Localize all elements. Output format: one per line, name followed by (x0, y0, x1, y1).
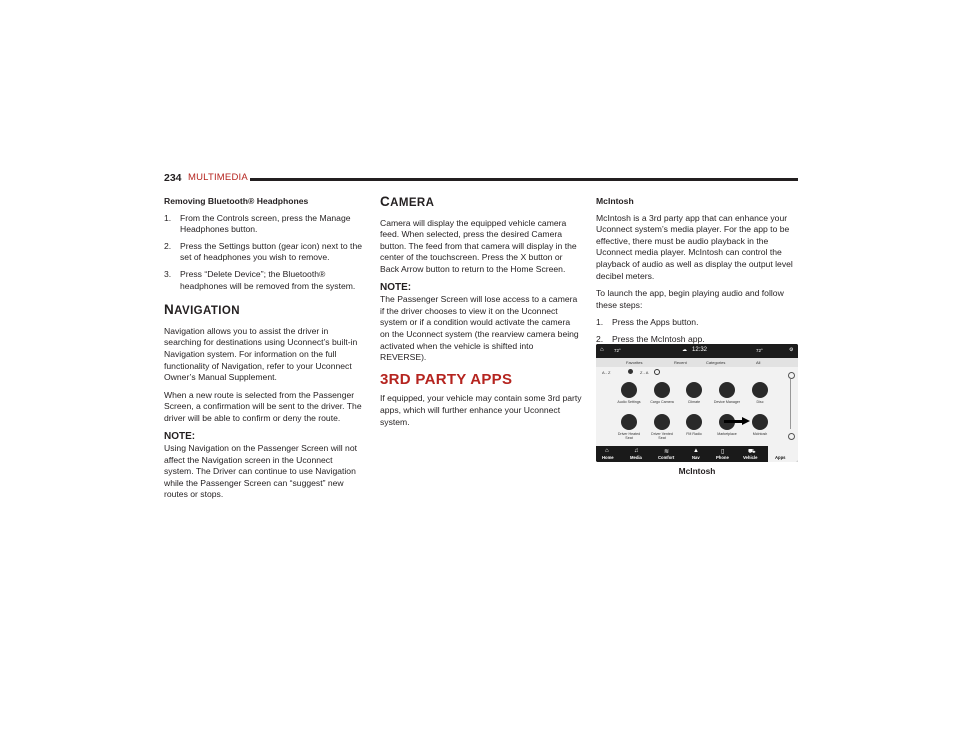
disc-icon[interactable] (752, 382, 768, 398)
app-label: Disc (756, 400, 764, 404)
weather-icon: ☁ (682, 347, 687, 353)
app-label: Cargo Camera (650, 400, 674, 404)
list-item (164, 269, 364, 292)
apps-body (596, 358, 798, 446)
navigation-paragraph-1: Navigation allows you to assist the driver in searching for destinations using Uconnect’s built-in Navigation system. For information on the full functionality of Navigation, refer to your Uconnect Owner’s Manual Supplement. (164, 325, 358, 383)
header-rule (250, 178, 798, 181)
column-2 (380, 196, 582, 434)
step-text: From the Controls screen, press the Manage Headphones button. (180, 212, 351, 235)
heading-initial: N (164, 302, 175, 318)
tab-categories[interactable]: Categories (706, 360, 726, 365)
column-3 (596, 196, 798, 352)
sort-za[interactable]: Z - A (640, 370, 649, 375)
subheading-remove-headphones: Removing Bluetooth® Headphones (164, 196, 309, 206)
climate-icon[interactable] (686, 382, 702, 398)
step-number: 1. (596, 317, 604, 328)
step-text: Press the Apps button. (612, 317, 699, 328)
app-label: Device Manager (713, 400, 741, 404)
heading-3rd-party-apps: 3RD PARTY APPS (380, 370, 513, 388)
mcintosh-paragraph-1: McIntosh is a 3rd party app that can enhance your Uconnect system’s media player. For the app to be effective, there must be audio playback in the Uconnect media player. McIntosh can control the playback of audio as well as display the output level decibel meters. (596, 212, 793, 281)
mcintosh-paragraph-2: To launch the app, begin playing audio and follow these steps: (596, 288, 784, 310)
apps-tab-selected[interactable] (768, 446, 798, 462)
home-nav-icon: ⌂ (605, 448, 609, 454)
temp-right: 72° (756, 348, 763, 353)
step-number: 2. (164, 240, 172, 251)
bottom-nav-bar (596, 446, 798, 462)
radio-selected-icon[interactable] (628, 369, 633, 374)
step-number: 2. (596, 333, 604, 344)
app-label: Climate (687, 400, 701, 404)
phone-nav-icon: ▯ (721, 449, 725, 455)
step-text: Press the Settings button (gear icon) next to the set of headphones you wish to remove. (180, 240, 363, 263)
fm-radio-icon[interactable] (686, 414, 702, 430)
nav-home[interactable]: Home (602, 455, 614, 460)
tab-bar (596, 358, 798, 367)
navigation-paragraph-2: When a new route is selected from the Passenger Screen, a confirmation will be sent to the driver. The driver will be able to confirm or deny the route. (164, 389, 362, 423)
comfort-nav-icon: ≋ (664, 449, 670, 455)
nav-phone[interactable]: Phone (716, 455, 729, 460)
vehicle-nav-icon: ⛟ (748, 449, 756, 455)
note-text: The Passenger Screen will lose access to a camera if the driver chooses to view it on the Uconnect system or if a condition would activate the camera on the Uconnect system (the rearview camera being activated when the vehicle is shifted into REVERSE). (380, 294, 579, 363)
subheading-mcintosh: McIntosh (596, 196, 634, 206)
apps-paragraph: If equipped, your vehicle may contain some 3rd party apps, which will further enhance your Uconnect system. (380, 393, 582, 427)
app-label: Driver Heated Seat (617, 432, 641, 440)
scrollbar[interactable] (790, 379, 791, 429)
sort-az[interactable]: A - Z (602, 370, 611, 375)
nav-apps[interactable]: Apps (775, 455, 786, 460)
nav-arrow-icon: ▲ (693, 448, 699, 454)
list-item (596, 317, 798, 329)
step-text: Press “Delete Device”; the Bluetooth® headphones will be removed from the system. (180, 268, 356, 291)
status-bar (596, 344, 798, 358)
page-header (164, 172, 798, 186)
note-label: NOTE: (380, 281, 412, 293)
media-nav-icon: ♫ (634, 448, 639, 454)
tab-favorites[interactable]: Favorites (626, 360, 643, 365)
audio-settings-icon[interactable] (621, 382, 637, 398)
figure-caption: McIntosh (678, 466, 716, 476)
app-label: Marketplace (717, 432, 737, 436)
callout-arrow-head (742, 417, 750, 425)
step-number: 3. (164, 268, 172, 279)
section-title: MULTIMEDIA (188, 172, 248, 183)
nav-media[interactable]: Media (630, 455, 642, 460)
heading-rest: AVIGATION (174, 305, 240, 318)
apps-screen-illustration (596, 344, 798, 462)
radio-empty-icon[interactable] (654, 369, 660, 375)
clock-time: 12:32 (692, 347, 708, 353)
driver-heated-seat-icon[interactable] (621, 414, 637, 430)
cargo-camera-icon[interactable] (654, 382, 670, 398)
settings-icon: ⚙ (789, 347, 794, 353)
scroll-up-icon[interactable] (788, 372, 795, 379)
heading-navigation (164, 304, 364, 318)
page-number: 234 (164, 172, 182, 184)
temp-left: 72° (614, 348, 621, 353)
list-item (164, 241, 364, 264)
app-label: Audio Settings (617, 400, 641, 404)
driver-vented-seat-icon[interactable] (654, 414, 670, 430)
heading-initial: C (380, 194, 391, 209)
heading-rest: AMERA (390, 197, 435, 209)
tab-all[interactable]: All (756, 360, 761, 365)
scroll-down-icon[interactable] (788, 433, 795, 440)
app-label: Driver Vented Seat (651, 432, 673, 440)
heading-camera (380, 196, 582, 210)
tab-recent[interactable]: Recent (674, 360, 687, 365)
nav-vehicle[interactable]: Vehicle (743, 455, 758, 460)
device-manager-icon[interactable] (719, 382, 735, 398)
note-label: NOTE: (164, 430, 196, 442)
app-label: McIntosh (752, 432, 768, 436)
note-text: Using Navigation on the Passenger Screen will not affect the Navigation screen in the Uconnect system. The Driver can continue to use Navigation while the Passenger Screen can “suggest” new routes or stops. (164, 443, 357, 500)
step-text: Press the McIntosh app. (612, 333, 705, 344)
remove-steps (164, 213, 364, 293)
callout-arrow-shaft (724, 420, 744, 423)
list-item (164, 213, 364, 236)
mcintosh-steps (596, 317, 798, 345)
nav-nav[interactable]: Nav (692, 455, 700, 460)
camera-paragraph: Camera will display the equipped vehicle camera feed. When selected, press the desired Camera button. The feed from that camera will display in the center of the touchscreen. Press the X button or Back Arrow button to return to the Home Screen. (380, 217, 577, 274)
nav-comfort[interactable]: Comfort (658, 455, 675, 460)
home-icon: ⌂ (600, 347, 604, 353)
step-number: 1. (164, 212, 172, 223)
mcintosh-icon[interactable] (752, 414, 768, 430)
app-label: FM Radio (686, 432, 702, 436)
column-1 (164, 196, 364, 507)
